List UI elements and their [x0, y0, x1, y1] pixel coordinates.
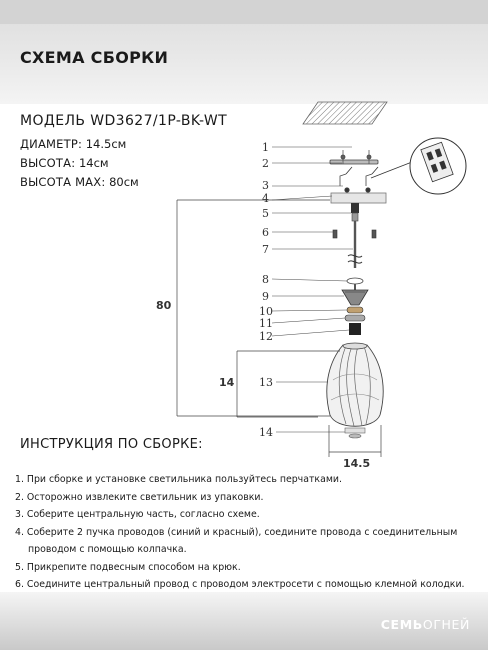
- instruction-step: 5. Прикрепите подвесным способом на крюк.: [15, 561, 241, 573]
- callout-6: 6: [262, 226, 269, 239]
- callout-14: 14: [259, 426, 273, 439]
- callout-5: 5: [262, 207, 269, 220]
- spec-height-label: ВЫСОТА:: [20, 156, 76, 170]
- callout-9: 9: [262, 290, 269, 303]
- callout-4: 4: [262, 192, 269, 205]
- ceiling-graphic: [303, 102, 387, 124]
- spec-height-value: 14см: [78, 156, 109, 170]
- instruction-step-continued: [15, 541, 485, 559]
- instruction-step: 3. Соберите центральную часть, согласно схеме.: [15, 509, 260, 520]
- callout-2: 2: [262, 157, 269, 170]
- bottom-finial: [345, 428, 365, 438]
- brand-logo: [381, 617, 470, 632]
- instruction-step: 2. Осторожно извлеките светильник из упаковки.: [15, 491, 264, 503]
- instruction-step: 4. Соберите 2 пучка проводов (синий и красный), соедините провода с соединительным: [15, 526, 458, 538]
- instruction-step: 1. При сборке и установке светильника пользуйтесь перчатками.: [15, 474, 342, 485]
- callout-11: 11: [259, 317, 273, 330]
- instructions-title: ИНСТРУКЦИЯ ПО СБОРКЕ:: [20, 437, 203, 452]
- callout-8: 8: [262, 273, 269, 286]
- brand-light: ОГНЕЙ: [422, 617, 470, 632]
- callout-13: 13: [259, 376, 273, 389]
- instruction-step: 6. Соедините центральный провод с проводом электросети с помощью клемной колодки.: [15, 579, 465, 590]
- spec-diameter-label: ДИАМЕТР:: [20, 137, 83, 151]
- instruction-step-continued-text: проводом с помощью колпачка.: [28, 544, 187, 555]
- callout-3: 3: [262, 179, 269, 192]
- canopy-plate: [331, 193, 386, 203]
- spec-height-max-label: ВЫСОТА MAX:: [20, 175, 106, 189]
- spec-height-max-value: 80см: [109, 175, 139, 189]
- model-name: МОДЕЛЬ WD3627/1P-BK-WT: [20, 113, 228, 129]
- page-title: СХЕМА СБОРКИ: [20, 48, 169, 67]
- instruction-steps: [15, 471, 485, 594]
- dimension-shade-diameter: 14.5: [343, 457, 371, 470]
- callout-1: 1: [262, 141, 269, 154]
- spec-diameter-value: 14.5см: [85, 137, 127, 151]
- central-rod: [342, 203, 368, 335]
- dimension-total-height: 80: [156, 299, 172, 312]
- dimension-shade-height: 14: [219, 376, 235, 389]
- connector-detail-inset: [371, 138, 466, 194]
- brand-bold: СЕМЬ: [380, 617, 423, 632]
- callout-7: 7: [262, 243, 269, 256]
- callout-10: 10: [259, 305, 273, 318]
- callout-12: 12: [259, 330, 273, 343]
- lamp-shade: [327, 343, 383, 426]
